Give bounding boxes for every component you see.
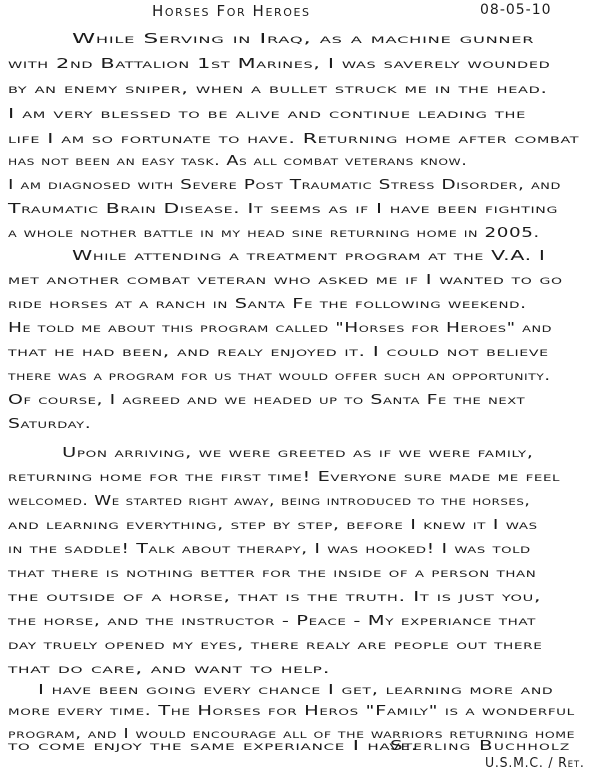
letter-line: Of course, I agreed and we headed up to Santa Fe the next	[8, 393, 526, 408]
letter-line: life I am so fortunate to have. Returning home after combat	[8, 132, 580, 147]
letter-line: ride horses at a ranch in Santa Fe the following weekend.	[8, 297, 527, 312]
letter-line: welcomed. We started right away, being introduced to the horses,	[8, 494, 531, 509]
letter-line: day truely opened my eyes, there realy are people out there	[8, 638, 543, 653]
letter-line: there was a program for us that would offer such an opportunity.	[8, 369, 551, 384]
letter-line: with 2nd Battalion 1st Marines, I was saverely wounded	[8, 57, 551, 72]
letter-line: Traumatic Brain Disease. It seems as if I have been fighting	[8, 202, 559, 217]
letter-line: to come enjoy the same experiance I have.	[8, 739, 419, 754]
letter-date: 08-05-10	[480, 2, 552, 18]
letter-line: I am very blessed to be alive and continue leading the	[8, 107, 526, 122]
letter-line: I have been going every chance I get, learning more and	[38, 683, 554, 698]
letter-line: I am diagnosed with Severe Post Traumatic Stress Disorder, and	[8, 178, 561, 193]
letter-line: the outside of a horse, that is the truth. It is just you,	[8, 590, 542, 605]
letter-line: program, and I would encourage all of the warriors returning home	[8, 727, 576, 742]
signature: Sterling Buchholz	[390, 739, 571, 754]
signature-suffix: U.S.M.C. / Ret.	[485, 756, 585, 771]
letter-line: While Serving in Iraq, as a machine gunner	[72, 32, 535, 47]
letter-line: met another combat veteran who asked me if I wanted to go	[8, 273, 563, 288]
letter-line: by an enemy sniper, when a bullet struck me in the head.	[8, 82, 548, 97]
letter-line: that there is nothing better for the inside of a person than	[8, 566, 537, 581]
letter-title: Horses For Heroes	[152, 2, 311, 20]
letter-line: and learning everything, step by step, before I knew it I was	[8, 518, 538, 533]
letter-line: the horse, and the instructor - Peace - My experiance that	[8, 614, 536, 629]
letter-line: returning home for the first time! Everyone sure made me feel	[8, 470, 561, 485]
letter-line: While attending a treatment program at the V.A. I	[72, 249, 546, 264]
letter-line: more every time. The Horses for Heros "Family" is a wonderful	[8, 704, 575, 719]
letter-line: in the saddle! Talk about therapy, I was hooked! I was told	[8, 542, 531, 557]
letter-line: that do care, and want to help.	[8, 662, 331, 677]
letter-line: that he had been, and realy enjoyed it. I could not believe	[8, 345, 549, 360]
letter-line: Saturday.	[8, 417, 92, 432]
letter-line: has not been an easy task. As all combat veterans know.	[8, 154, 468, 169]
letter-line: a whole nother battle in my head sine returning home in 2005.	[8, 226, 540, 241]
letter-line: Upon arriving, we were greeted as if we were family,	[62, 446, 534, 461]
letter-line: He told me about this program called "Horses for Heroes" and	[8, 321, 553, 336]
